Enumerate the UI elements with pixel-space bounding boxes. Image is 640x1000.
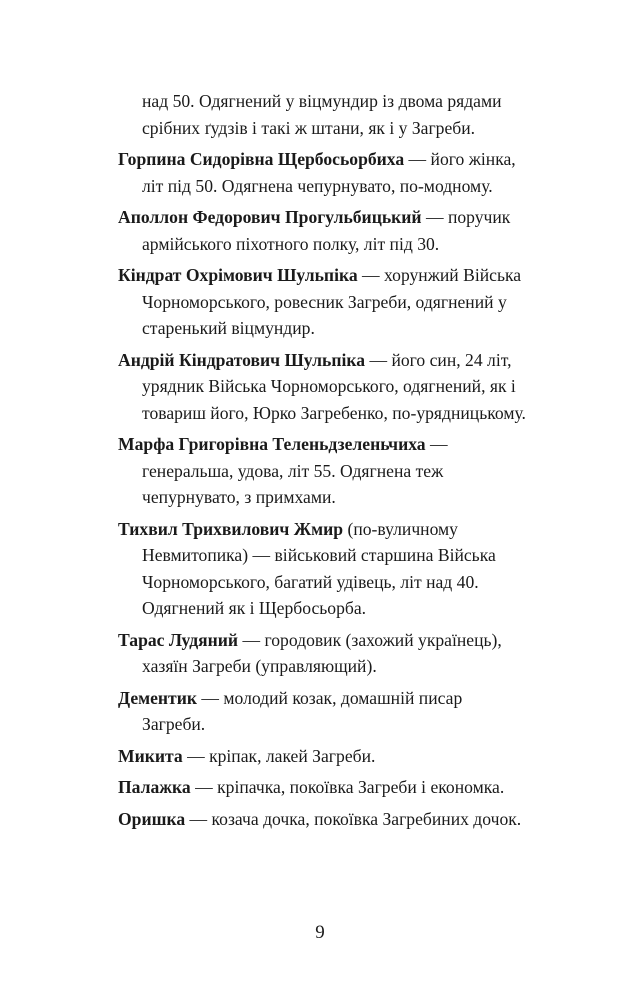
character-description: — поручик армійського піхотного полку, літ під 30. xyxy=(142,207,511,254)
character-description: — городовик (захожий українець), хазяїн Загреби (управляющий). xyxy=(142,629,502,676)
character-name: Оришка xyxy=(118,808,186,829)
character-description: — генеральша, удова, літ 55. Одягнена теж чепурнувато, з примхами. xyxy=(142,434,448,507)
character-description: (по-вуличному Невмитопика) — військовий старшина Війська Чорноморського, багатий удівець, літ над 40. Одягнений як і Щербосьорба. xyxy=(142,518,496,618)
character-name: Тарас Лудяний xyxy=(118,629,239,650)
character-name: Марфа Григорівна Теленьдзеленьчиха xyxy=(118,434,426,454)
continuation-text: над 50. Одягнений у віцмундир із двома рядами срібних ґудзів і такі ж штани, як і у Загреби. xyxy=(142,91,502,138)
character-entry xyxy=(118,627,528,680)
character-name: Горпина Сидорівна Щербосьорбиха xyxy=(118,149,405,169)
character-name: Аполлон Федорович Прогульбицький xyxy=(118,207,422,227)
character-entry xyxy=(118,262,528,342)
character-description: — молодий козак, домашній писар Загреби. xyxy=(142,687,463,734)
page-number: 9 xyxy=(315,922,325,943)
character-name: Дементик xyxy=(118,687,197,708)
character-entry xyxy=(118,743,528,770)
character-description: — кріпак, лакей Загреби. xyxy=(182,745,376,766)
character-description: — кріпачка, покоївка Загреби і економка. xyxy=(190,777,505,797)
character-description: — його жінка, літ під 50. Одягнена чепурнувато, по-модному. xyxy=(142,149,516,196)
character-entry xyxy=(118,431,528,511)
character-name: Андрій Кіндратович Шульпіка xyxy=(118,349,366,370)
character-description: — його син, 24 літ, урядник Війська Чорноморського, одягнений, як і товариш його, Юрко Загребенко, по-урядницькому. xyxy=(142,349,526,423)
character-name: Тихвил Трихвилович Жмир xyxy=(118,518,344,539)
character-entry xyxy=(118,347,528,427)
character-description: — козача дочка, покоївка Загребиних дочок. xyxy=(185,808,522,829)
character-name: Кіндрат Охрімович Шульпіка xyxy=(118,265,358,285)
cast-list xyxy=(118,88,528,837)
character-entry xyxy=(118,516,528,622)
character-entry xyxy=(118,774,528,801)
character-entry xyxy=(118,146,528,199)
character-entry xyxy=(118,806,528,833)
character-entry xyxy=(118,204,528,257)
character-name: Микита xyxy=(118,745,183,766)
character-name: Палажка xyxy=(118,777,191,797)
character-entry xyxy=(118,685,528,738)
character-description: — хорунжий Війська Чорноморського, ровесник Загреби, одягнений у старенький віцмундир. xyxy=(142,265,522,338)
